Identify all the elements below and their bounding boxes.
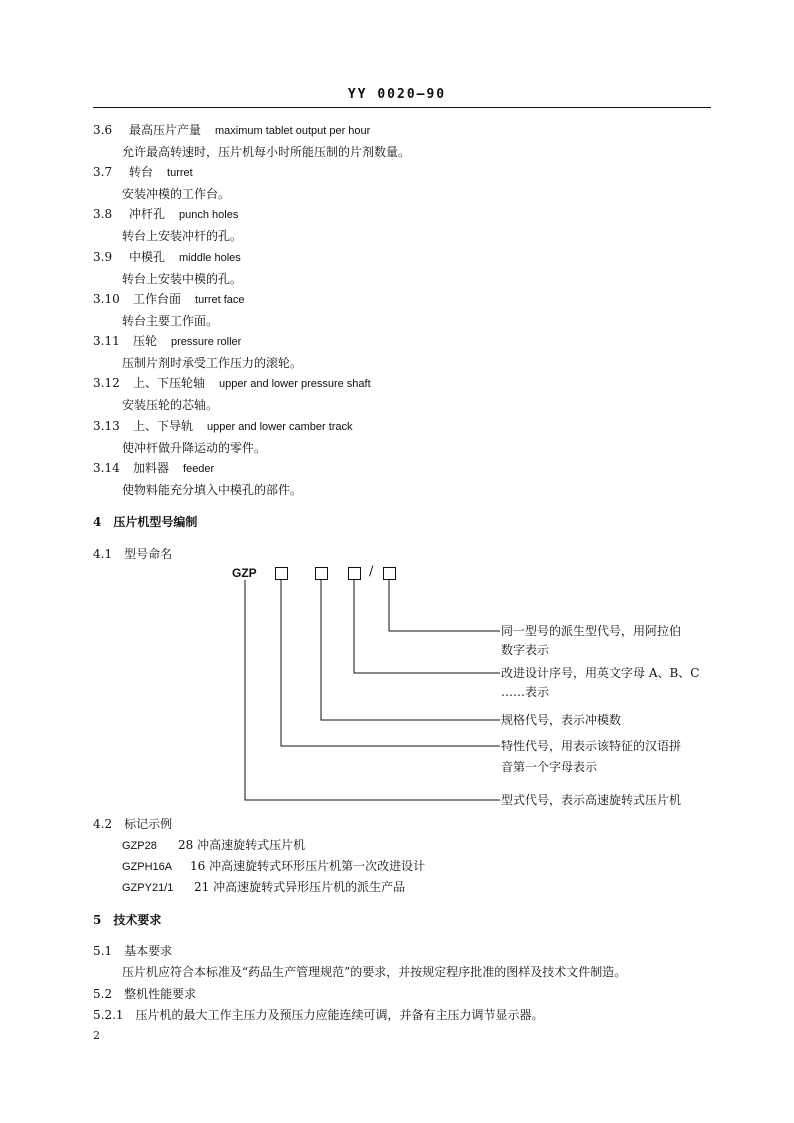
body-text: 5.2.1 压片机的最大工作主压力及预压力应能连续可调，并备有主压力调节显示器。 [93, 1008, 544, 1022]
definition-desc: 允许最高转速时，压片机每小时所能压制的片剂数量。 [122, 145, 411, 159]
definition-desc: 转台上安装中模的孔。 [122, 272, 243, 286]
page-header: YY 0020—90 [347, 87, 447, 102]
leader-characteristic [281, 580, 500, 746]
definition-desc: 使冲杆做升降运动的零件。 [122, 441, 267, 455]
code-box-characteristic [275, 567, 288, 580]
definition-desc: 转台主要工作面。 [122, 314, 219, 328]
diagram-label-spec: 规格代号，表示冲模数 [501, 713, 622, 727]
definition-desc: 安装压轮的芯轴。 [122, 398, 219, 412]
example-item: GZPH16A 16 冲高速旋转式环形压片机第一次改进设计 [122, 859, 426, 873]
diagram-label-type: 型式代号，表示高速旋转式压片机 [501, 793, 682, 807]
definition-term: 3.12 上、下压轮轴 upper and lower pressure shaft [93, 376, 371, 390]
definition-term: 3.9 中模孔 middle holes [93, 250, 241, 264]
leader-derivative [389, 580, 500, 631]
example-item: GZPY21/1 21 冲高速旋转式异形压片机的派生产品 [122, 880, 406, 894]
diagram-label-characteristic: 特性代号，用表示该特征的汉语拼 [501, 739, 682, 753]
code-box-spec [315, 567, 328, 580]
subsection-heading: 5.2 整机性能要求 [93, 987, 197, 1001]
definition-desc: 压制片剂时承受工作压力的滚轮。 [122, 356, 303, 370]
example-item: GZP28 28 冲高速旋转式压片机 [122, 838, 306, 852]
leader-spec [321, 580, 500, 720]
header-rule [93, 107, 711, 108]
definition-term: 3.13 上、下导轨 upper and lower camber track [93, 419, 353, 433]
leader-revision [354, 580, 500, 673]
definition-desc: 使物料能充分填入中模孔的部件。 [122, 483, 303, 497]
subsection-heading: 4.1 型号命名 [93, 547, 173, 561]
diagram-label-revision-cont: ……表示 [501, 685, 550, 699]
leader-type [245, 580, 500, 800]
diagram-label-derivative: 同一型号的派生型代号，用阿拉伯 [501, 624, 682, 638]
diagram-label-derivative-cont: 数字表示 [501, 643, 550, 657]
body-text: 压片机应符合本标准及“药品生产管理规范”的要求，并按规定程序批准的图样及技术文件制造。 [122, 965, 627, 979]
page-number: 2 [93, 1029, 100, 1042]
definition-term: 3.10 工作台面 turret face [93, 292, 245, 306]
model-code-prefix: GZP [232, 566, 257, 580]
subsection-heading: 5.1 基本要求 [93, 944, 173, 958]
definition-desc: 安装冲模的工作台。 [122, 187, 231, 201]
definition-term: 3.8 冲杆孔 punch holes [93, 207, 239, 221]
code-box-derivative [383, 567, 396, 580]
diagram-label-characteristic-cont: 音第一个字母表示 [501, 760, 598, 774]
code-slash: / [369, 564, 374, 579]
definition-term: 3.14 加料器 feeder [93, 461, 215, 475]
definition-term: 3.11 压轮 pressure roller [93, 334, 242, 348]
definition-desc: 转台上安装冲杆的孔。 [122, 229, 243, 243]
subsection-heading: 4.2 标记示例 [93, 817, 173, 831]
definition-term: 3.6 最高压片产量 maximum tablet output per hour [93, 123, 371, 137]
definition-term: 3.7 转台 turret [93, 165, 193, 179]
section-heading: 5 技术要求 [93, 913, 162, 927]
diagram-label-revision: 改进设计序号，用英文字母 A、B、C [501, 666, 700, 680]
section-heading: 4 压片机型号编制 [93, 515, 198, 529]
code-box-revision [348, 567, 361, 580]
